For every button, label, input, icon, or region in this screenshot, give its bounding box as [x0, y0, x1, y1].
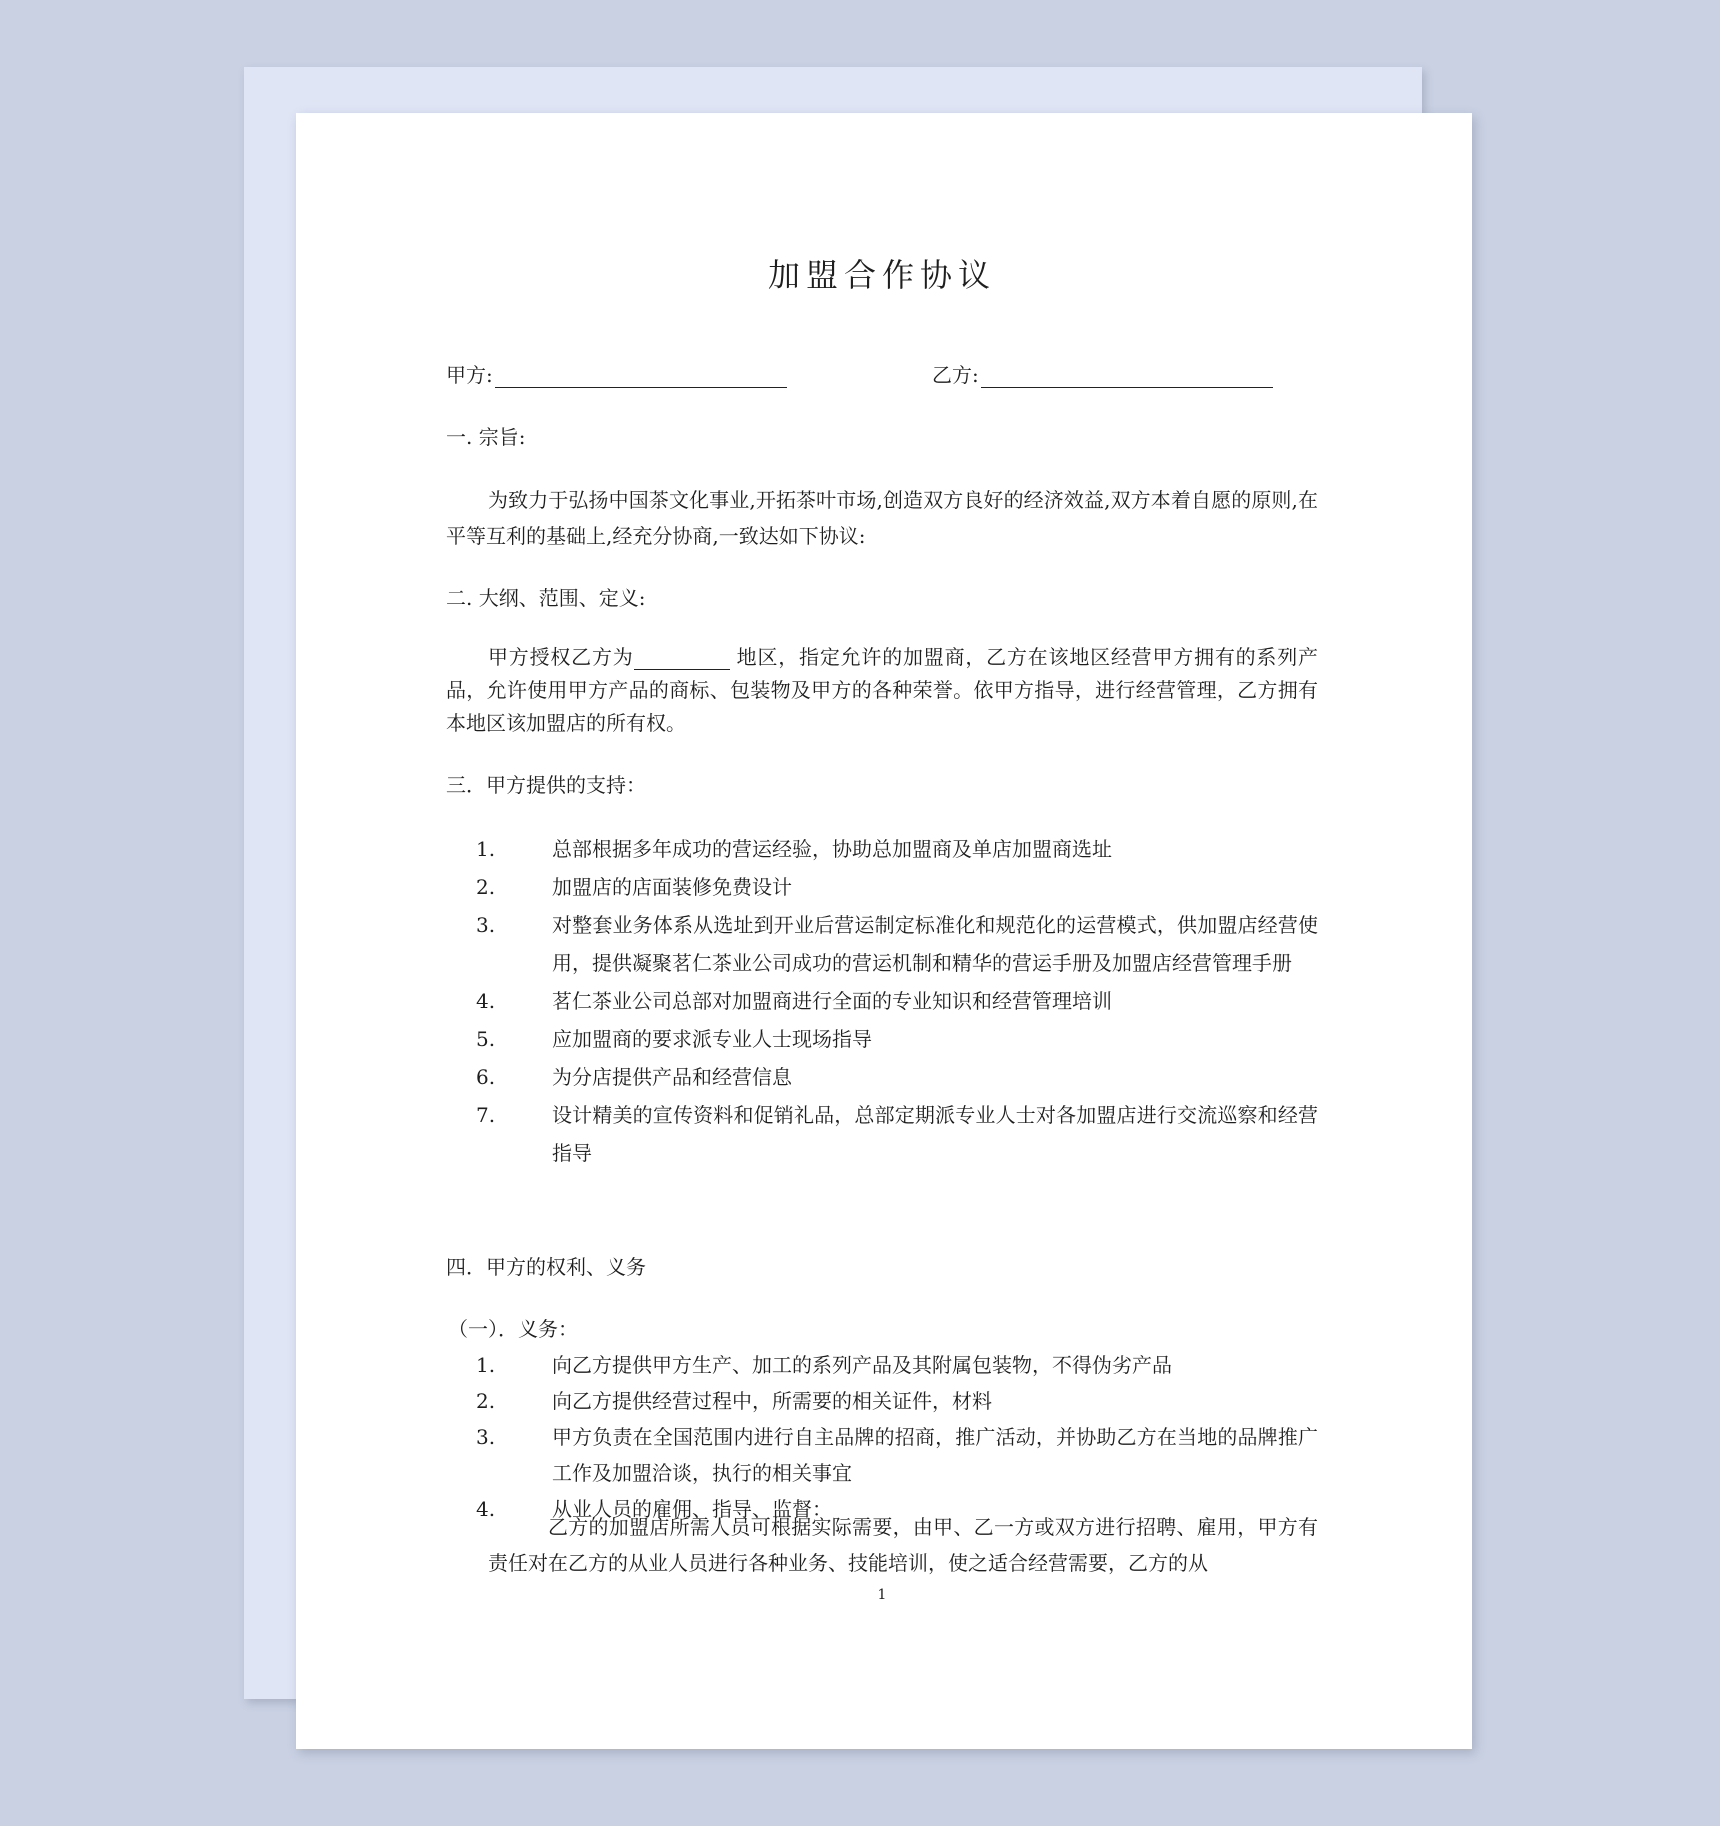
- list-item-text: 加盟店的店面装修免费设计: [552, 875, 792, 899]
- section-2-heading: 二. 大纲、范围、定义:: [446, 586, 646, 610]
- section-4-heading: 四．甲方的权利、义务: [446, 1255, 646, 1279]
- list-item-text: 从业人员的雇佣、指导、监督：: [552, 1497, 832, 1521]
- list-item: [476, 830, 1318, 868]
- list-item: [476, 1096, 1318, 1172]
- list-item-number: 7.: [476, 1103, 496, 1127]
- section-2-paragraph-rest: 地区，指定允许的加盟商，乙方在该地区经营甲方拥有的系列产品，允许使用甲方产品的商标、包装物及甲方的各种荣誉。依甲方指导，进行经营管理，乙方拥有本地区该加盟店的所有权。: [446, 645, 1319, 735]
- list-item: [476, 1419, 1318, 1491]
- section-1-heading: 一. 宗旨:: [446, 425, 526, 449]
- section-4-sub-heading: （一）．义务：: [448, 1317, 578, 1341]
- list-item-text: 总部根据多年成功的营运经验，协助总加盟商及单店加盟商选址: [552, 837, 1112, 861]
- list-item-number: 2.: [476, 1389, 496, 1413]
- party-b-label: 乙方:: [932, 363, 979, 387]
- list-item: [476, 982, 1318, 1020]
- section-3-heading: 三．甲方提供的支持：: [446, 773, 646, 797]
- party-fields: [446, 357, 1318, 393]
- section-4-list: [476, 1347, 1318, 1527]
- list-item: [476, 1058, 1318, 1096]
- page-number: 1: [877, 1587, 887, 1603]
- section-4-item-4-paragraph: 乙方的加盟店所需人员可根据实际需要，由甲、乙一方或双方进行招聘、雇用，甲方有责任对在乙方的从业人员进行各种业务、技能培训，使之适合经营需要，乙方的从: [488, 1515, 1318, 1575]
- party-a-blank-line: [495, 363, 787, 388]
- list-item: [476, 906, 1318, 982]
- region-blank-line: [634, 645, 730, 670]
- party-b-field: [932, 357, 1273, 393]
- party-a-label: 甲方:: [446, 363, 493, 387]
- list-item-text: 茗仁茶业公司总部对加盟商进行全面的专业知识和经营管理培训: [552, 989, 1112, 1013]
- list-item-number: 5.: [476, 1027, 496, 1051]
- list-item-number: 2.: [476, 875, 496, 899]
- list-item-number: 1.: [476, 1353, 496, 1377]
- list-item-number: 4.: [476, 989, 496, 1013]
- list-item-text: 应加盟商的要求派专业人士现场指导: [552, 1027, 872, 1051]
- list-item-number: 3.: [476, 1425, 496, 1449]
- list-item-number: 1.: [476, 837, 496, 861]
- section-2-paragraph: [446, 641, 1318, 740]
- document-title: 加盟合作协议: [767, 256, 996, 294]
- list-item-number: 3.: [476, 913, 496, 937]
- list-item-text: 甲方负责在全国范围内进行自主品牌的招商，推广活动，并协助乙方在当地的品牌推广工作及加盟洽谈，执行的相关事宜: [552, 1425, 1318, 1485]
- document-page: [296, 113, 1472, 1749]
- list-item: [476, 1347, 1318, 1383]
- section-1-paragraph: 为致力于弘扬中国茶文化事业,开拓茶叶市场,创造双方良好的经济效益,双方本着自愿的原则,在平等互利的基础上,经充分协商,一致达如下协议:: [446, 488, 1318, 548]
- party-b-blank-line: [981, 363, 1273, 388]
- list-item: [476, 868, 1318, 906]
- list-item-text: 设计精美的宣传资料和促销礼品，总部定期派专业人士对各加盟店进行交流巡察和经营指导: [552, 1103, 1318, 1165]
- list-item-number: 4.: [476, 1497, 496, 1521]
- list-item-text: 对整套业务体系从选址到开业后营运制定标准化和规范化的运营模式，供加盟店经营使用，提供凝聚茗仁茶业公司成功的营运机制和精华的营运手册及加盟店经营管理手册: [552, 913, 1318, 975]
- list-item-text: 向乙方提供经营过程中，所需要的相关证件，材料: [552, 1389, 992, 1413]
- party-a-field: [446, 357, 787, 393]
- list-item: [476, 1020, 1318, 1058]
- list-item-number: 6.: [476, 1065, 496, 1089]
- list-item-text: 为分店提供产品和经营信息: [552, 1065, 792, 1089]
- section-2-paragraph-start: 甲方授权乙方为: [488, 645, 634, 669]
- section-3-list: [476, 830, 1318, 1172]
- list-item-text: 向乙方提供甲方生产、加工的系列产品及其附属包装物，不得伪劣产品: [552, 1353, 1172, 1377]
- list-item: [476, 1383, 1318, 1419]
